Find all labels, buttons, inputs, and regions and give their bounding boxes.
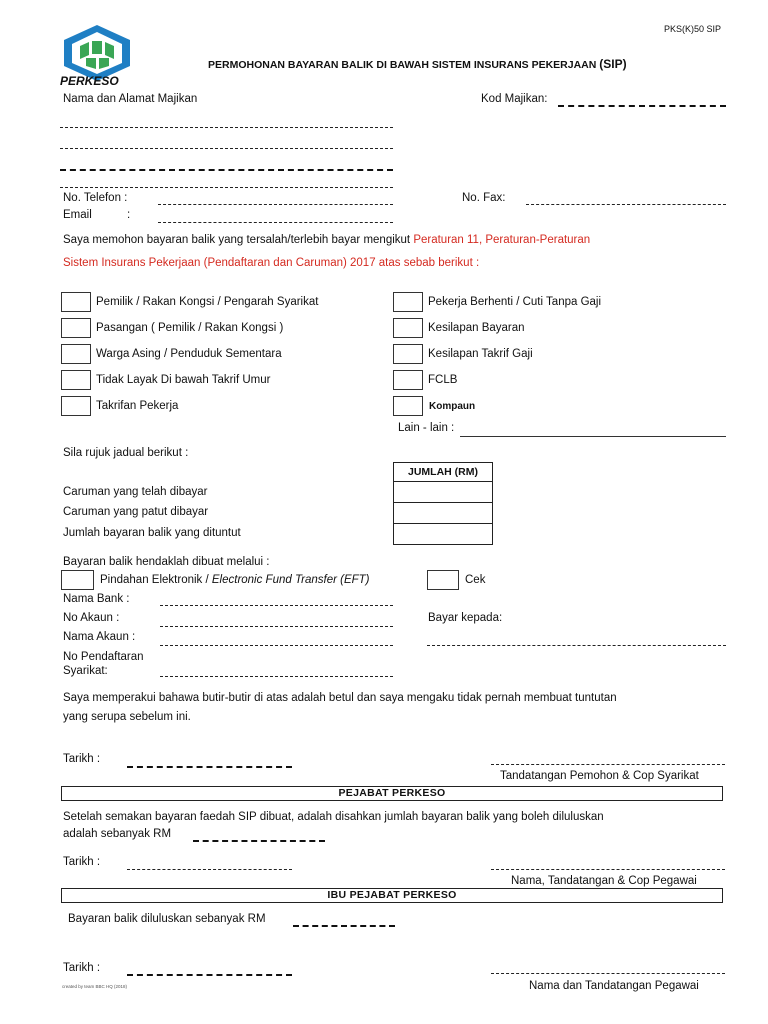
office-line-1: Setelah semakan bayaran faedah SIP dibuat, adalah disahkan jumlah bayaran balik yang boleh diluluskan <box>63 811 604 823</box>
eft-label-text: Pindahan Elektronik / <box>100 574 212 586</box>
statement-regulation: Peraturan 11, Peraturan-Peraturan <box>413 234 591 246</box>
checkbox-reason-resigned[interactable] <box>393 292 423 312</box>
employer-code-label: Kod Majikan: <box>481 93 548 105</box>
checkbox-reason-employee-definition[interactable] <box>61 396 91 416</box>
applicant-signature-label: Tandatangan Pemohon & Cop Syarikat <box>500 770 699 782</box>
reason-employee-definition-label: Takrifan Pekerja <box>96 400 179 412</box>
schedule-intro: Sila rujuk jadual berikut : <box>63 447 189 459</box>
office-section-title: PEJABAT PERKESO <box>61 786 723 801</box>
checkbox-reason-age[interactable] <box>61 370 91 390</box>
hq-approved-field[interactable] <box>293 925 395 927</box>
office-line-2: adalah sebanyak RM <box>63 828 172 840</box>
checkbox-reason-spouse[interactable] <box>61 318 91 338</box>
amount-table-header: JUMLAH (RM) <box>394 463 493 482</box>
employer-name-address-label: Nama dan Alamat Majikan <box>63 93 198 105</box>
reason-owner-label: Pemilik / Rakan Kongsi / Pengarah Syarikat <box>96 296 319 308</box>
account-no-label: No Akaun : <box>63 612 120 624</box>
logo-text: PERKESO <box>60 74 119 88</box>
address-line-4[interactable] <box>60 187 393 188</box>
account-name-label: Nama Akaun : <box>63 631 136 643</box>
checkbox-reason-foreigner[interactable] <box>61 344 91 364</box>
hq-section-title: IBU PEJABAT PERKESO <box>61 888 723 903</box>
title-sip: (SIP) <box>599 57 627 71</box>
checkbox-reason-wage-error[interactable] <box>393 344 423 364</box>
phone-field[interactable] <box>158 204 393 205</box>
eft-label-english: Electronic Fund Transfer (EFT) <box>211 574 370 586</box>
email-colon: : <box>127 209 131 221</box>
reason-resigned-label: Pekerja Berhenti / Cuti Tanpa Gaji <box>428 296 602 308</box>
pay-to-field[interactable] <box>427 645 726 646</box>
reg-no-label-2: Syarikat: <box>63 665 108 677</box>
reason-age-label: Tidak Layak Di bawah Takrif Umur <box>96 374 271 386</box>
hq-signature-field[interactable] <box>491 973 725 974</box>
account-no-field[interactable] <box>160 626 393 627</box>
reason-foreigner-label: Warga Asing / Penduduk Sementara <box>96 348 282 360</box>
office-date-label: Tarikh : <box>63 856 101 868</box>
email-field[interactable] <box>158 222 393 223</box>
checkbox-cheque[interactable] <box>427 570 459 590</box>
perkeso-logo <box>56 22 138 90</box>
address-line-3[interactable] <box>60 169 393 171</box>
office-signature-field[interactable] <box>491 869 725 870</box>
applicant-signature-field[interactable] <box>491 764 725 765</box>
reason-payment-error-label: Kesilapan Bayaran <box>428 322 525 334</box>
bank-name-label: Nama Bank : <box>63 593 130 605</box>
reason-fclb-label: FCLB <box>428 374 458 386</box>
account-name-field[interactable] <box>160 645 393 646</box>
bank-name-field[interactable] <box>160 605 393 606</box>
hq-approved-label: Bayaran balik diluluskan sebanyak RM <box>68 913 266 925</box>
declaration-date-label: Tarikh : <box>63 753 101 765</box>
fax-field[interactable] <box>526 204 726 205</box>
footer-credit: created by team BBC HQ (2018) <box>62 984 128 989</box>
statement-line-1 <box>63 234 590 246</box>
others-field[interactable] <box>460 436 726 437</box>
others-label: Lain - lain : <box>398 422 455 434</box>
declaration-line-1: Saya memperakui bahawa butir-butir di atas adalah betul dan saya mengaku tidak pernah membuat tuntutan <box>63 692 617 704</box>
checkbox-eft[interactable] <box>61 570 94 590</box>
hq-date-field[interactable] <box>127 974 292 976</box>
phone-label: No. Telefon : <box>63 192 128 204</box>
row-paid-label: Caruman yang telah dibayar <box>63 486 208 498</box>
amount-claimed-field[interactable] <box>394 524 493 545</box>
reg-no-field[interactable] <box>160 676 393 677</box>
fax-label: No. Fax: <box>462 192 506 204</box>
office-amount-field[interactable] <box>193 840 325 842</box>
statement-line-2: Sistem Insurans Pekerjaan (Pendaftaran dan Caruman) 2017 atas sebab berikut : <box>63 257 480 269</box>
hq-signature-label: Nama dan Tandatangan Pegawai <box>529 980 699 992</box>
amount-due-field[interactable] <box>394 503 493 524</box>
row-claimed-label: Jumlah bayaran balik yang dituntut <box>63 527 241 539</box>
page-title <box>208 57 627 71</box>
office-signature-label: Nama, Tandatangan & Cop Pegawai <box>511 875 697 887</box>
amount-paid-field[interactable] <box>394 482 493 503</box>
reason-spouse-label: Pasangan ( Pemilik / Rakan Kongsi ) <box>96 322 284 334</box>
form-code: PKS(K)50 SIP <box>664 24 722 34</box>
pay-to-label: Bayar kepada: <box>428 612 503 624</box>
declaration-date-field[interactable] <box>127 766 292 768</box>
address-line-1[interactable] <box>60 127 393 128</box>
payment-intro: Bayaran balik hendaklah dibuat melalui : <box>63 556 270 568</box>
reason-wage-error-label: Kesilapan Takrif Gaji <box>428 348 533 360</box>
row-due-label: Caruman yang patut dibayar <box>63 506 209 518</box>
checkbox-reason-payment-error[interactable] <box>393 318 423 338</box>
eft-label <box>100 574 370 586</box>
checkbox-reason-fclb[interactable] <box>393 370 423 390</box>
declaration-line-2: yang serupa sebelum ini. <box>63 711 191 723</box>
email-label: Email <box>63 209 92 221</box>
reason-compound-label: Kompaun <box>429 401 476 412</box>
address-line-2[interactable] <box>60 148 393 149</box>
statement-text: Saya memohon bayaran balik yang tersalah/terlebih bayar mengikut <box>63 234 414 246</box>
office-date-field[interactable] <box>127 869 292 870</box>
title-main: PERMOHONAN BAYARAN BALIK DI BAWAH SISTEM INSURANS PEKERJAAN <box>208 59 597 71</box>
employer-code-field[interactable] <box>558 105 726 107</box>
cheque-label: Cek <box>465 574 486 586</box>
checkbox-reason-owner[interactable] <box>61 292 91 312</box>
reg-no-label-1: No Pendaftaran <box>63 651 144 663</box>
amount-table <box>393 462 493 545</box>
hq-date-label: Tarikh : <box>63 962 101 974</box>
checkbox-reason-compound[interactable] <box>393 396 423 416</box>
